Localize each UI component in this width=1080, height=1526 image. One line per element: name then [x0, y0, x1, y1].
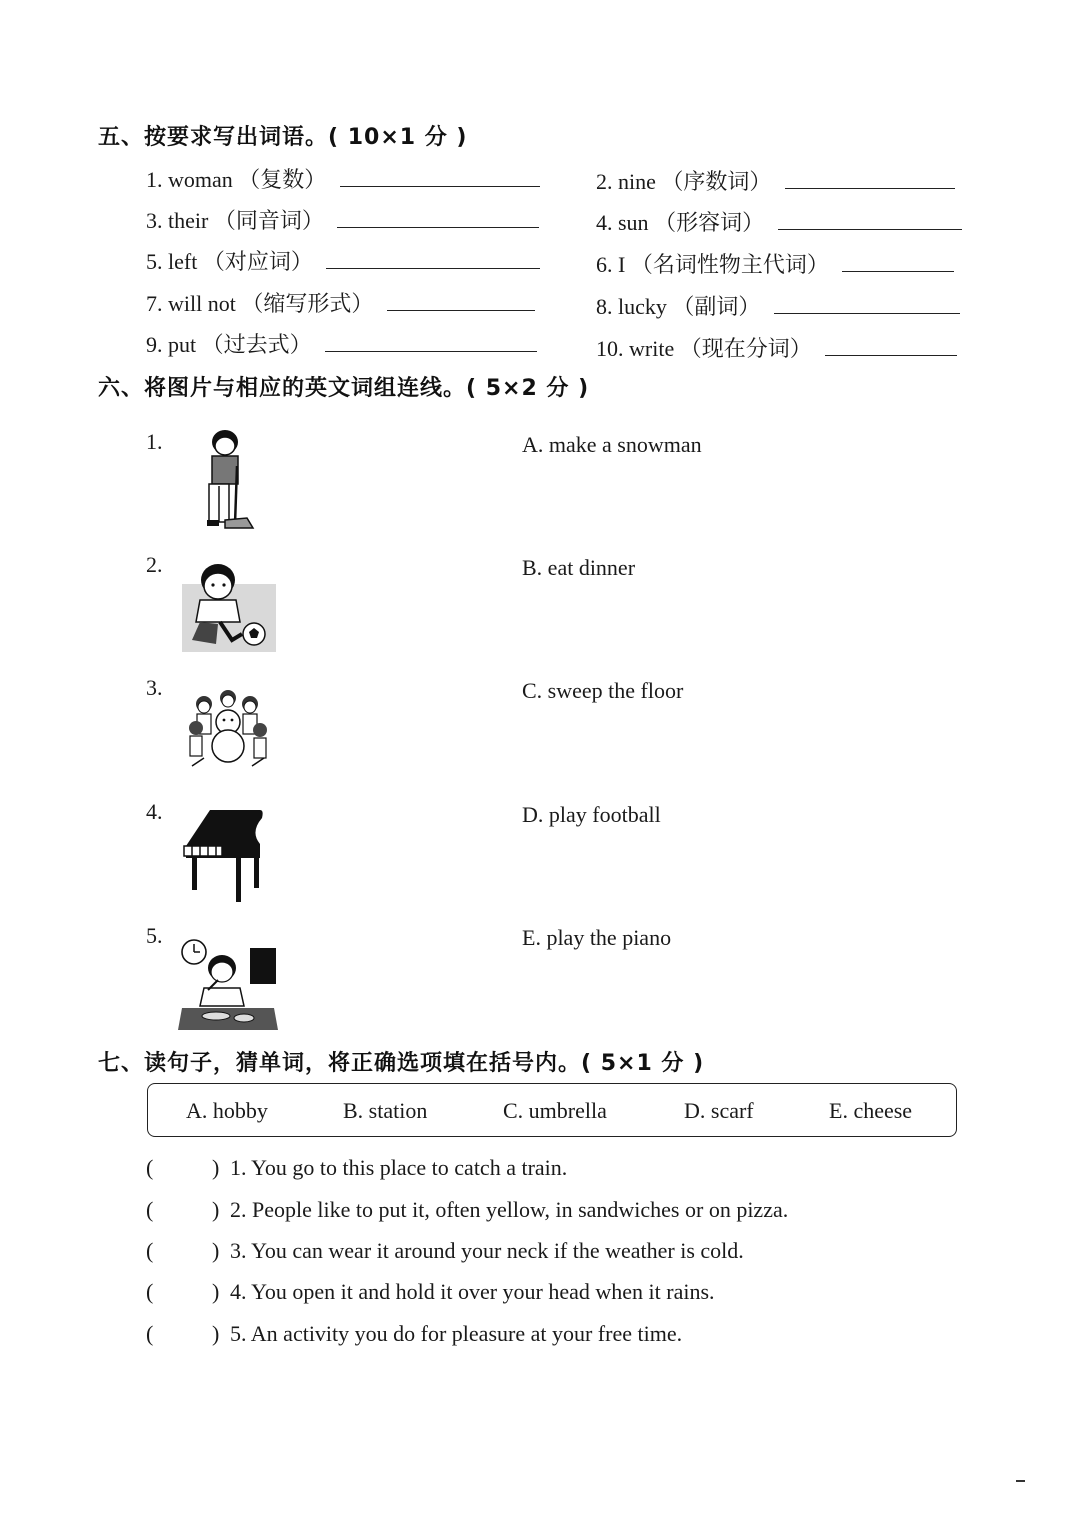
item-word: will not — [168, 291, 236, 316]
item-hint: （缩写形式） — [241, 291, 374, 316]
boy-football-icon[interactable] — [182, 560, 276, 652]
item-hint: （现在分词） — [679, 336, 812, 361]
item-num: 6. — [596, 252, 613, 277]
question-5: 5. An activity you do for pleasure at your free time. — [230, 1321, 683, 1346]
answer-paren-close: ) — [212, 1155, 220, 1180]
answer-blank[interactable] — [337, 226, 539, 228]
item-hint: （序数词） — [661, 169, 772, 194]
item-hint: （对应词） — [202, 249, 313, 274]
question-4: 4. You open it and hold it over your head when it rains. — [230, 1279, 715, 1304]
answer-blank[interactable] — [825, 354, 957, 356]
item-word: their — [168, 208, 209, 233]
option-a: A. hobby — [186, 1098, 268, 1123]
question-2: 2. People like to put it, often yellow, in sandwiches or on pizza. — [230, 1197, 789, 1222]
item-hint: （名词性物主代词） — [630, 252, 829, 277]
phrase-a[interactable]: A. make a snowman — [522, 432, 702, 457]
item-num: 3. — [146, 208, 163, 233]
option-e: E. cheese — [829, 1098, 913, 1123]
item-num: 10. — [596, 336, 624, 361]
page-mark — [1016, 1480, 1025, 1482]
kids-snowman-icon[interactable] — [186, 688, 270, 768]
eating-dinner-icon[interactable] — [178, 938, 278, 1030]
item-word: woman — [168, 167, 233, 192]
answer-paren-open[interactable]: ( — [146, 1321, 154, 1346]
options-box — [147, 1083, 957, 1137]
answer-paren-close: ) — [212, 1238, 220, 1263]
answer-blank[interactable] — [325, 350, 537, 352]
answer-blank[interactable] — [326, 267, 540, 269]
answer-blank[interactable] — [778, 228, 962, 230]
answer-paren-close: ) — [212, 1197, 220, 1222]
picture-num-1: 1. — [146, 429, 163, 454]
picture-num-5: 5. — [146, 923, 163, 948]
picture-num-2: 2. — [146, 552, 163, 577]
picture-num-3: 3. — [146, 675, 163, 700]
item-word: put — [168, 332, 197, 357]
item-num: 1. — [146, 167, 163, 192]
item-hint: （复数） — [238, 167, 327, 192]
word-item-5 — [146, 245, 540, 276]
answer-blank[interactable] — [340, 185, 540, 187]
answer-paren-open[interactable]: ( — [146, 1155, 154, 1180]
word-item-10 — [596, 332, 957, 363]
boy-sweeping-icon[interactable] — [195, 428, 257, 530]
option-d: D. scarf — [684, 1098, 754, 1123]
section5-title: 五、按要求写出词语。( 10×1 分 ) — [98, 125, 468, 150]
answer-blank[interactable] — [387, 309, 535, 311]
phrase-e[interactable]: E. play the piano — [522, 925, 672, 950]
word-item-2 — [596, 165, 955, 196]
item-num: 2. — [596, 169, 613, 194]
word-item-1 — [146, 163, 540, 194]
answer-blank[interactable] — [774, 312, 960, 314]
item-num: 5. — [146, 249, 163, 274]
piano-icon[interactable] — [180, 806, 266, 904]
item-hint: （同音词） — [213, 208, 324, 233]
word-item-7 — [146, 287, 535, 318]
phrase-d[interactable]: D. play football — [522, 802, 661, 827]
word-item-6 — [596, 248, 954, 279]
item-word: sun — [618, 210, 649, 235]
phrase-b[interactable]: B. eat dinner — [522, 555, 636, 580]
question-1: 1. You go to this place to catch a train. — [230, 1155, 568, 1180]
item-word: left — [168, 249, 198, 274]
answer-blank[interactable] — [842, 270, 954, 272]
item-word: nine — [618, 169, 656, 194]
answer-paren-open[interactable]: ( — [146, 1197, 154, 1222]
answer-paren-open[interactable]: ( — [146, 1238, 154, 1263]
word-item-3 — [146, 204, 539, 235]
word-item-8 — [596, 290, 960, 321]
picture-num-4: 4. — [146, 799, 163, 824]
item-num: 4. — [596, 210, 613, 235]
answer-blank[interactable] — [785, 187, 955, 189]
item-hint: （形容词） — [654, 210, 765, 235]
section7-title: 七、读句子，猜单词，将正确选项填在括号内。( 5×1 分 ) — [98, 1051, 705, 1076]
word-item-9 — [146, 328, 537, 359]
item-num: 9. — [146, 332, 163, 357]
item-hint: （过去式） — [201, 332, 312, 357]
item-hint: （副词） — [672, 294, 761, 319]
answer-paren-close: ) — [212, 1321, 220, 1346]
word-item-4 — [596, 206, 962, 237]
item-num: 8. — [596, 294, 613, 319]
item-word: write — [629, 336, 675, 361]
answer-paren-close: ) — [212, 1279, 220, 1304]
section6-title: 六、将图片与相应的英文词组连线。( 5×2 分 ) — [98, 376, 590, 401]
option-c: C. umbrella — [503, 1098, 607, 1123]
item-word: lucky — [618, 294, 667, 319]
item-word: I — [618, 252, 626, 277]
item-num: 7. — [146, 291, 163, 316]
phrase-c[interactable]: C. sweep the floor — [522, 678, 684, 703]
question-3: 3. You can wear it around your neck if the weather is cold. — [230, 1238, 744, 1263]
option-b: B. station — [343, 1098, 428, 1123]
answer-paren-open[interactable]: ( — [146, 1279, 154, 1304]
